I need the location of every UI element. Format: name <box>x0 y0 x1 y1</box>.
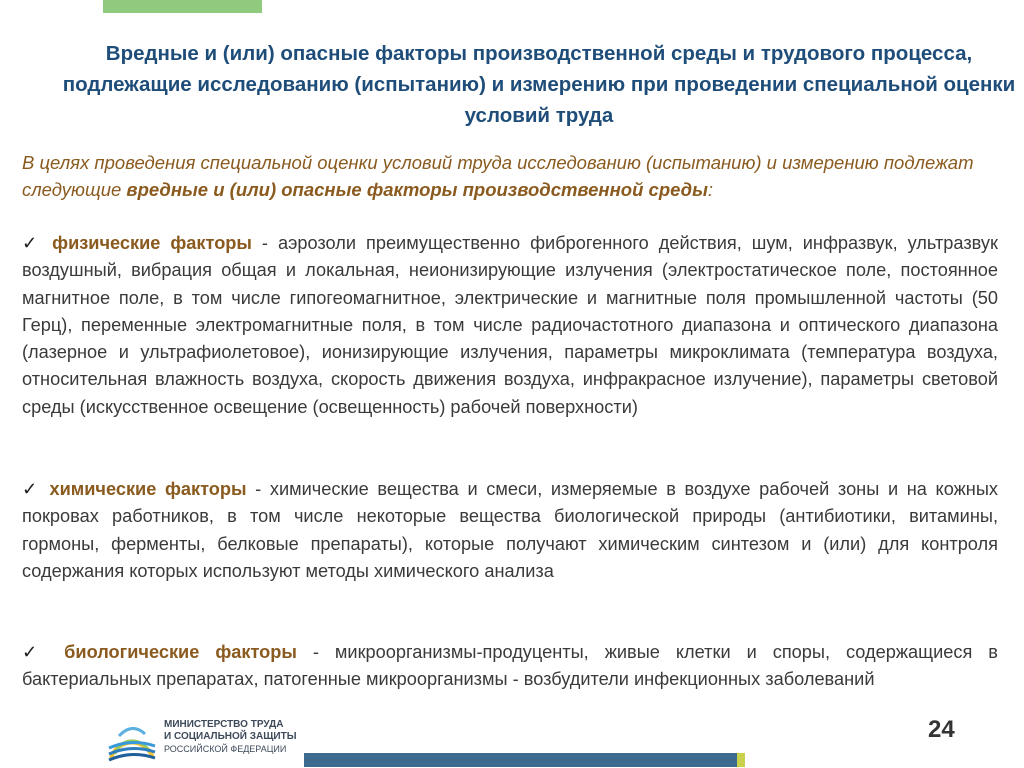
top-accent-bar <box>103 0 262 13</box>
biological-factors-paragraph <box>22 639 998 694</box>
physical-factors-text: - аэрозоли преимущественно фиброгенного действия, шум, инфразвук, ультразвук воздушный, вибрация общая и локальная, неионизирующие излучения (электростатическое поле, постоянное магнитное поле, в том числе гипогеомагнитное, электрические и магнитные поля промышленной частоты (50 Герц), переменные электромагнитные поля, в том числе радиочастотного диапазона и оптического диапазона (лазерное и ультрафиолетовое), ионизирующие излучения, параметры микроклимата (температура воздуха, относительная влажность воздуха, скорость движения воздуха, инфракрасное излучение), параметры световой среды (искусственное освещение (освещенность) рабочей поверхности) <box>22 233 998 417</box>
ministry-line-1: МИНИСТЕРСТВО ТРУДА <box>164 719 284 730</box>
physical-factors-term: физические факторы <box>52 233 252 253</box>
ministry-name <box>164 719 297 755</box>
slide-title: Вредные и (или) опасные факторы производственной среды и трудового процесса, подлежащие исследованию (испытанию) и измерению при проведении специальной оценки условий труда <box>62 42 1016 127</box>
chemical-factors-paragraph <box>22 476 998 585</box>
biological-factors-term: биологические факторы <box>64 642 297 662</box>
intro-colon: : <box>707 179 714 200</box>
intro-paragraph <box>22 149 998 203</box>
ministry-logo-icon <box>105 714 159 764</box>
chemical-factors-text: - химические вещества и смеси, измеряемые в воздухе рабочей зоны и на кожных покровах работников, в том числе некоторые вещества биологической природы (антибиотики, витамины, гормоны, ферменты, белковые препараты), которые получают химическим синтезом и (или) для контроля содержания которых используют методы химического анализа <box>22 479 998 581</box>
physical-factors-paragraph <box>22 230 998 421</box>
checkmark-icon: ✓ <box>22 233 43 253</box>
chemical-factors-term: химические факторы <box>49 479 247 499</box>
intro-text: В целях проведения специальной оценки условий труда исследованию (испытанию) и измерению подлежат следующие <box>22 152 974 200</box>
ministry-line-2: И СОЦИАЛЬНОЙ ЗАЩИТЫ <box>164 731 297 742</box>
bottom-accent-stripe <box>737 753 745 767</box>
ministry-line-3: РОССИЙСКОЙ ФЕДЕРАЦИИ <box>164 744 287 754</box>
intro-bold-text: вредные и (или) опасные факторы производственной среды <box>126 179 708 200</box>
checkmark-icon: ✓ <box>22 479 41 499</box>
checkmark-icon: ✓ <box>22 642 49 662</box>
page-number: 24 <box>928 716 955 743</box>
bottom-accent-bar <box>304 753 737 767</box>
biological-factors-text: - микроорганизмы-продуценты, живые клетки и споры, содержащиеся в бактериальных препаратах, патогенные микроорганизмы - возбудители инфекционных заболеваний <box>22 642 998 690</box>
